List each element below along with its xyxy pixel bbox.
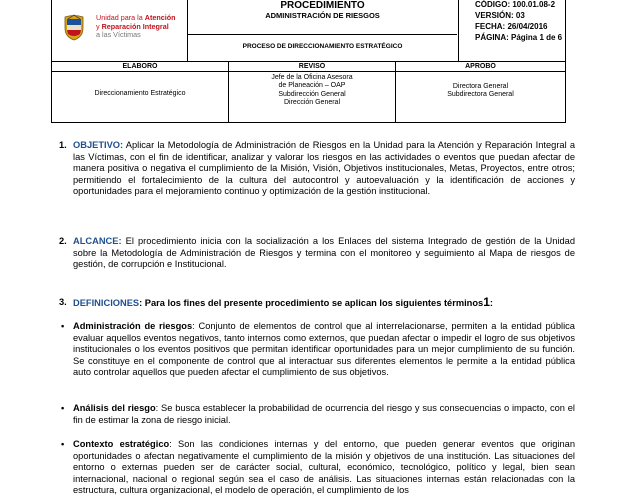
section-objetivo: 1. OBJETIVO: Aplicar la Metodología de Administración de Riesgos en la Unidad para la Atención y Reparación Integral a las Víctimas, con el fin de identificar, analizar y valorar los riesgos en las actividades o eventos que puedan afectar de manera positiva o negativa el cumplimiento de la Misión, Visión, Objetivos institucionales, Metas, Proyectos, entre otros; permitiendo el fortalecimiento de la cultura del autocontrol y autoevaluación y la identificación de acciones y oportunidades para el mejoramiento continuo y optimización de la gestión institucional. xyxy=(59,140,575,197)
document-title: PROCEDIMIENTO xyxy=(280,0,365,11)
list-item: • Contexto estratégico: Son las condiciones internas y del entorno, que pueden generar eventos que originan oportunidades o afectan negativamente el cumplimiento de la misión y objetivos de una institución. Las situaciones del entorno o externas pueden ser de carácter social, cultural, económico, tecnológico, político y legal, bien sean internacional, nacional o regional según sea el caso de análisis. Las situaciones internas están relacionadas con la estructura, cultura organizacional, el modelo de operación, el cumplimiento de los xyxy=(61,439,575,496)
section-alcance: 2. ALCANCE: El procedimiento inicia con la socialización a los Enlaces del sistema Integrado de gestión de la Unidad sobre la Metodología de Administración de Riesgos y termina con el monitoreo y seguimiento al Mapa de riesgos de gestión, de corrupción e Institucional. xyxy=(59,236,575,270)
list-item: • Administración de riesgos: Conjunto de elementos de control que al interrelacionarse, permiten a la entidad pública evaluar aquellos eventos negativos, tanto internos como externos, que puedan afectar o impedir el logro de sus objetivos institucionales o los eventos positivos que permitan identificar oportunidades para un mejor cumplimiento de su función. Se constituye en el componente de control que al interactuar sus diferentes elementos le permite a la entidad pública auto controlar aquellos que pueden afectar el cumplimiento de sus objetivos. xyxy=(61,321,575,378)
title-cell xyxy=(188,0,457,61)
brand-wordmark: Unidad para la Atención y Reparación Integral a las Víctimas xyxy=(96,13,176,39)
document-metadata xyxy=(458,0,566,61)
document-subtitle: ADMINISTRACIÓN DE RIESGOS xyxy=(265,11,380,20)
logo-cell xyxy=(52,0,188,61)
header-aprobo: APROBÓ xyxy=(465,63,496,70)
bullet-icon: • xyxy=(61,439,65,449)
date-label: FECHA: 26/04/2016 xyxy=(475,22,548,31)
code-label: CÓDIGO: 100.01.08-2 xyxy=(475,0,556,9)
list-item: • Análisis del riesgo: Se busca establecer la probabilidad de ocurrencia del riesgo y sus consecuencias o impacto, con el fin de estimar la zona de riesgo inicial. xyxy=(61,403,575,425)
page-label: PÁGINA: Página 1 de 6 xyxy=(475,33,563,42)
footnote-ref[interactable]: 1 xyxy=(483,295,490,309)
section-definiciones: 3. DEFINICIONES: Para los fines del presente procedimiento se aplican los siguientes términos1: xyxy=(59,295,494,309)
section-heading: DEFINICIONES xyxy=(73,298,140,308)
document-header xyxy=(51,0,566,62)
bullet-icon: • xyxy=(61,403,65,413)
version-label: VERSIÓN: 03 xyxy=(475,11,525,20)
header-reviso: REVISÓ xyxy=(298,63,326,70)
process-name: PROCESO DE DIRECCIONAMIENTO ESTRATÉGICO xyxy=(242,43,403,50)
signatures-table xyxy=(51,62,566,123)
section-heading: ALCANCE: xyxy=(73,236,122,246)
header-elaboro: ELABORÓ xyxy=(122,63,158,70)
reviso-cell: Jefe de la Oficina Asesora de Planeación – OAP Subdirección General Dirección General xyxy=(271,74,353,107)
colombia-seal-icon xyxy=(62,14,86,41)
section-heading: OBJETIVO: xyxy=(73,140,124,150)
elaboro-cell: Direccionamiento Estratégico xyxy=(94,90,186,97)
bullet-icon: • xyxy=(61,321,65,331)
aprobo-cell: Directora General Subdirectora General xyxy=(447,83,514,99)
